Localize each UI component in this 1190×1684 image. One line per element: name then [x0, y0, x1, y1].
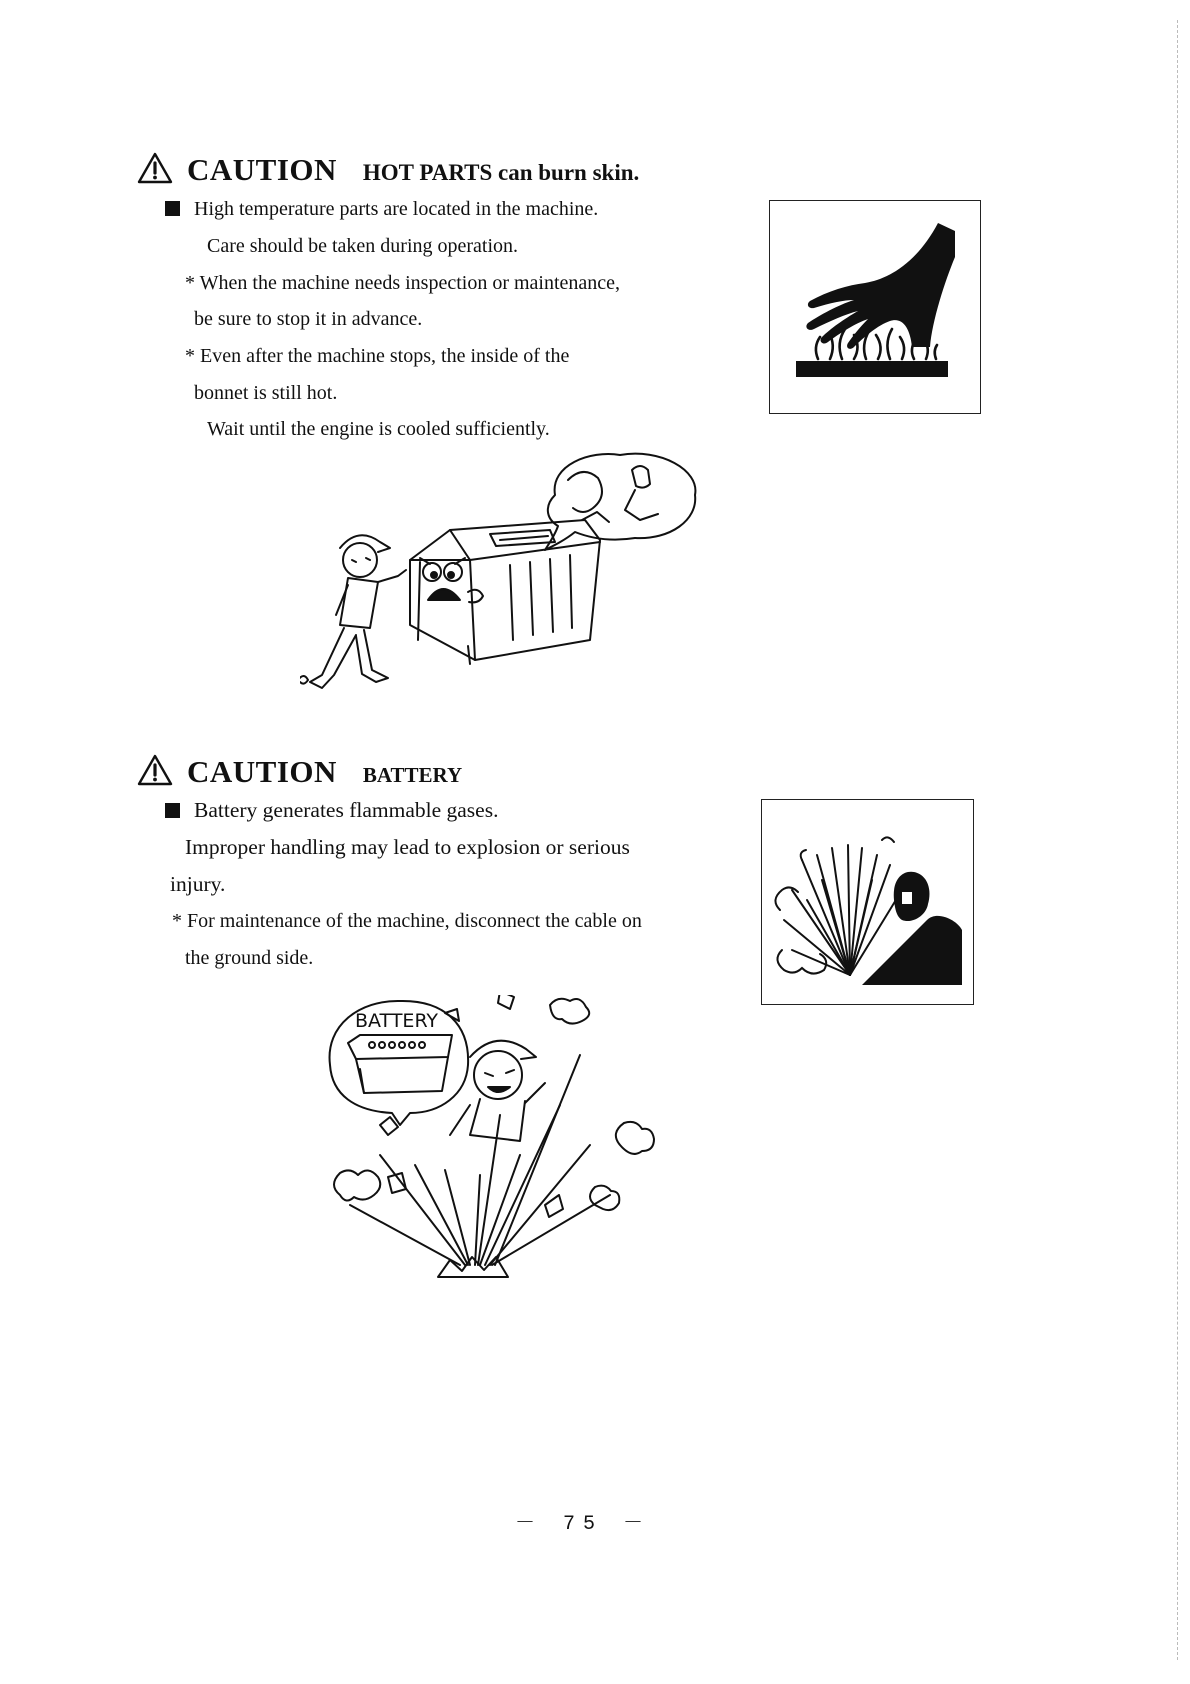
caution2-line: * For maintenance of the machine, disconnect the cable on — [172, 910, 642, 932]
page-number: － 75 － — [515, 1513, 652, 1536]
caution2-line: Improper handling may lead to explosion or serious — [185, 835, 630, 859]
battery-label: BATTERY — [355, 1010, 439, 1032]
hot-surface-hand-icon — [770, 201, 980, 413]
square-bullet-icon — [165, 201, 180, 216]
caution-subtitle: BATTERY — [362, 763, 463, 787]
explosion-symbol — [761, 799, 974, 1005]
caution1-line: be sure to stop it in advance. — [194, 308, 423, 330]
warning-triangle-icon — [137, 754, 173, 786]
caution2-line: injury. — [170, 872, 226, 896]
hot-machine-illustration — [300, 450, 710, 730]
caution2-bullet — [165, 792, 498, 829]
scan-edge-rule — [1177, 20, 1178, 1660]
battery-explosion-illustration — [320, 995, 675, 1300]
caution2-bullet-text: Battery generates flammable gases. — [194, 798, 499, 822]
caution-word: CAUTION — [187, 754, 337, 789]
caution1-line: Care should be taken during operation. — [207, 235, 519, 257]
caution1-line: bonnet is still hot. — [194, 382, 338, 404]
warning-triangle-icon — [137, 152, 173, 184]
caution1-line: * Even after the machine stops, the inside of the — [185, 345, 570, 367]
caution-subtitle: HOT PARTS can burn skin. — [362, 160, 640, 185]
caution-word: CAUTION — [187, 152, 337, 187]
caution1-bullet — [165, 191, 598, 228]
worker-hot-engine-cartoon-icon — [300, 450, 710, 730]
caution1-line: * When the machine needs inspection or maintenance, — [185, 272, 621, 294]
hot-surface-symbol — [769, 200, 981, 414]
explosion-person-icon — [762, 800, 973, 1004]
caution1-line: Wait until the engine is cooled sufficiently. — [207, 418, 550, 440]
square-bullet-icon — [165, 803, 180, 818]
caution-heading-battery — [137, 750, 462, 790]
battery-explosion-cartoon-icon — [320, 995, 675, 1300]
caution1-bullet-text: High temperature parts are located in the machine. — [194, 198, 599, 220]
caution-heading-hot-parts — [137, 148, 639, 188]
caution2-line: the ground side. — [185, 947, 314, 969]
